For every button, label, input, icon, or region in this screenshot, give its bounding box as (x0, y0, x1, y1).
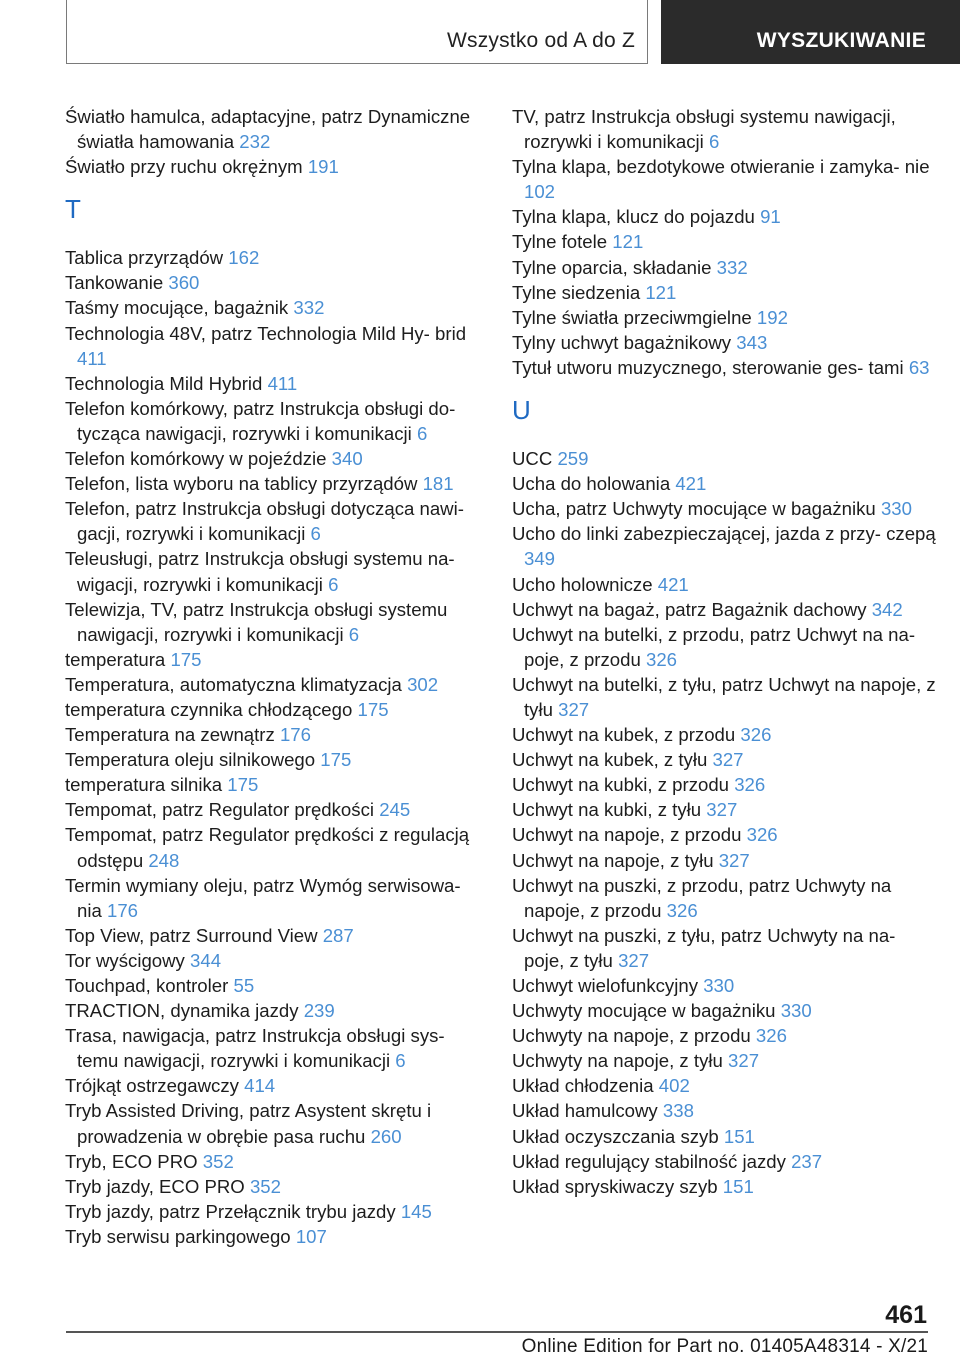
index-entry (512, 446, 936, 471)
page-link[interactable]: 176 (279, 724, 311, 746)
index-entry (512, 1174, 936, 1199)
page-link[interactable]: 327 (728, 1050, 760, 1072)
index-entry-text: Tylne fotele (512, 231, 608, 253)
index-entry (512, 572, 936, 597)
index-entry-text: Ucha do holowania (512, 473, 671, 495)
index-entry-text: temperatura czynnika chłodzącego (65, 698, 353, 720)
index-entry (512, 255, 936, 280)
page-link[interactable]: 55 (233, 975, 255, 996)
page-link[interactable]: 302 (407, 673, 439, 695)
index-entry (65, 154, 485, 179)
index-entry (65, 1023, 485, 1073)
index-entry-text: Taśmy mocujące, bagażnik (65, 297, 289, 319)
index-entry (512, 1023, 936, 1048)
index-entry (65, 1149, 485, 1174)
page-link[interactable]: 91 (760, 206, 781, 228)
index-entry-text: Uchwyt na kubek, z tyłu (512, 749, 708, 771)
index-entry-text: Tylne oparcia, składanie (512, 256, 712, 278)
index-entry-text: Tankowanie (65, 272, 164, 294)
index-entry (65, 973, 485, 998)
index-entry (65, 471, 485, 496)
page-link[interactable]: 332 (716, 256, 748, 278)
index-entry-text: Tylna klapa, klucz do pojazdu (512, 206, 755, 228)
index-entry (65, 697, 485, 722)
index-entry-text: Tempomat, patrz Regulator prędkości z regulacją odstępu (65, 824, 470, 871)
page-link[interactable]: 332 (293, 297, 325, 319)
page-link[interactable]: 327 (706, 799, 738, 821)
index-column-left (65, 104, 485, 1249)
index-entry (65, 270, 485, 295)
index-entry-text: Tytuł utworu muzycznego, sterowanie ges‐ tami (512, 356, 904, 378)
index-entry-text: Uchwyt na napoje, z tyłu (512, 849, 714, 871)
index-entry-text: Tryb jazdy, patrz Przełącznik trybu jazdy (65, 1200, 396, 1222)
page-link[interactable]: 6 (328, 573, 339, 595)
index-entry (512, 104, 936, 154)
page-link[interactable]: 181 (422, 473, 454, 495)
page-link[interactable]: 121 (612, 231, 644, 253)
page-link[interactable]: 330 (880, 498, 912, 520)
index-entry (512, 873, 936, 923)
page-link[interactable]: 6 (416, 422, 428, 444)
page-link[interactable]: 327 (712, 749, 744, 771)
page-link[interactable]: 326 (734, 774, 766, 796)
index-entry-text: Uchwyt na napoje, z przodu (512, 824, 742, 846)
page-link[interactable]: 342 (871, 598, 903, 620)
page-link[interactable]: 6 (708, 131, 720, 153)
page-link[interactable]: 340 (331, 448, 363, 470)
page-link[interactable]: 237 (791, 1150, 823, 1172)
page-link[interactable]: 411 (267, 372, 298, 394)
index-entry-text: Tylna klapa, bezdotykowe otwieranie i zamyka‐ nie (512, 156, 930, 178)
index-entry (65, 873, 485, 923)
index-entry (512, 747, 936, 772)
index-entry-text: Temperatura, automatyczna klimatyzacja (65, 673, 402, 695)
index-entry (65, 822, 485, 872)
page-link[interactable]: 414 (244, 1075, 276, 1097)
index-entry-text: Uchwyty mocujące w bagażniku (512, 1000, 776, 1022)
index-entry-text: Trójkąt ostrzegawczy (65, 1075, 239, 1097)
index-entry-text: Telefon, patrz Instrukcja obsługi dotycząca nawi‐ gacji, rozrywki i komunikacji (65, 498, 464, 545)
index-entry-text: Uchwyty na napoje, z tyłu (512, 1050, 723, 1072)
page-link[interactable]: 239 (303, 1000, 335, 1022)
index-entry (512, 330, 936, 355)
index-entry (512, 597, 936, 622)
index-entry-text: Telefon, lista wyboru na tablicy przyrządów (65, 473, 418, 495)
page-link[interactable]: 63 (908, 356, 930, 378)
section-letter: T (65, 194, 81, 225)
index-entry (512, 355, 936, 380)
page-link[interactable]: 327 (618, 949, 650, 971)
index-entry (65, 295, 485, 320)
index-entry (512, 305, 936, 330)
index-entry (512, 973, 936, 998)
index-entry-text: Uchwyt wielofunkcyjny (512, 975, 699, 996)
index-entry (65, 747, 485, 772)
index-entry-text: Ucha, patrz Uchwyty mocujące w bagażniku (512, 498, 876, 520)
index-entry (65, 245, 485, 270)
index-entry-text: Telefon komórkowy w pojeździe (65, 448, 327, 470)
index-entry (512, 1149, 936, 1174)
index-entry-text: temperatura silnika (65, 774, 223, 796)
index-entry (512, 280, 936, 305)
page-link[interactable]: 121 (645, 281, 677, 303)
page-link[interactable]: 287 (322, 924, 354, 946)
index-entry (512, 848, 936, 873)
page-link[interactable]: 176 (107, 899, 139, 921)
page-link[interactable]: 411 (77, 347, 107, 369)
index-entry-text: Tryb Assisted Driving, patrz Asystent skrętu i prowadzenia w obrębie pasa ruchu (65, 1100, 432, 1147)
index-entry (512, 998, 936, 1023)
index-entry (65, 496, 485, 546)
index-entry-text: Temperatura na zewnątrz (65, 724, 275, 746)
index-entry (512, 1098, 936, 1123)
index-entry (65, 772, 485, 797)
index-entry-text: Uchwyty na napoje, z przodu (512, 1025, 751, 1047)
index-entry-text: Układ chłodzenia (512, 1075, 654, 1097)
index-entry-text: Top View, patrz Surround View (65, 924, 318, 946)
page-link[interactable]: 162 (228, 247, 260, 269)
page-link[interactable]: 327 (558, 698, 590, 720)
index-entry (65, 597, 485, 647)
index-entry (512, 923, 936, 973)
index-entry (65, 1098, 485, 1148)
index-entry (65, 1073, 485, 1098)
index-entry-text: Tablica przyrządów (65, 247, 224, 269)
page-link[interactable]: 192 (756, 306, 788, 328)
page-link[interactable]: 6 (310, 523, 321, 545)
page-link[interactable]: 175 (357, 698, 389, 720)
index-entry (512, 1073, 936, 1098)
index-entry (65, 321, 485, 371)
index-entry-text: TRACTION, dynamika jazdy (65, 1000, 299, 1022)
page-link[interactable]: 327 (718, 849, 750, 871)
index-entry (65, 1199, 485, 1224)
page-link[interactable]: 343 (736, 331, 768, 353)
index-column-right (512, 104, 936, 1199)
index-entry-text: Układ hamulcowy (512, 1100, 658, 1122)
tab-all-a-to-z-label: Wszystko od A do Z (446, 29, 635, 52)
index-entry-text: Tempomat, patrz Regulator prędkości (65, 799, 375, 821)
page-link[interactable]: 326 (746, 824, 778, 846)
index-entry (512, 471, 936, 496)
index-entry (512, 204, 936, 229)
index-entry (65, 647, 485, 672)
index-entry (65, 722, 485, 747)
index-entry-text: Ucho do linki zabezpieczającej, jazda z przy‐ czepą (512, 523, 936, 545)
index-entry-text: Uchwyt na butelki, z tyłu, patrz Uchwyt na napoje, z tyłu (512, 673, 936, 720)
page-link[interactable]: 352 (202, 1150, 234, 1172)
index-entry-text: Układ regulujący stabilność jazdy (512, 1150, 786, 1172)
index-entry-text: Termin wymiany oleju, patrz Wymóg serwisowa‐ nia (65, 874, 461, 921)
index-entry-text: Uchwyt na puszki, z tyłu, patrz Uchwyty na na‐ poje, z tyłu (512, 924, 896, 971)
index-entry-text: Uchwyt na kubek, z przodu (512, 724, 736, 746)
index-entry-text: Tylne światła przeciwmgielne (512, 306, 752, 328)
tab-all-a-to-z[interactable] (66, 0, 648, 64)
index-entry-text: Tryb jazdy, ECO PRO (65, 1175, 245, 1197)
index-entry-text: Tryb serwisu parkingowego (65, 1225, 291, 1247)
index-entry-text: UCC (512, 448, 553, 470)
index-entry (512, 521, 936, 571)
index-entry (65, 396, 485, 446)
index-entry-text: Układ spryskiwaczy szyb (512, 1175, 718, 1197)
page-link[interactable]: 349 (524, 548, 556, 570)
tab-search-label: WYSZUKIWANIE (756, 29, 926, 52)
page-link[interactable]: 326 (666, 899, 698, 921)
index-entry-text: Technologia Mild Hybrid (65, 372, 263, 394)
index-entry-text: Telefon komórkowy, patrz Instrukcja obsługi do‐ tycząca nawigacji, rozrywki i komunikacji (65, 397, 456, 444)
page-link[interactable]: 421 (675, 473, 707, 495)
page-link[interactable]: 175 (320, 749, 352, 771)
index-entry-text: Trasa, nawigacja, patrz Instrukcja obsługi sys‐ temu nawigacji, rozrywki i komunikacji (65, 1025, 445, 1072)
index-entry-text: Światło hamulca, adaptacyjne, patrz Dynamiczne światła hamowania (65, 106, 471, 153)
index-entry (512, 672, 936, 722)
page-link[interactable]: 107 (295, 1225, 327, 1247)
index-entry-text: Ucho holownicze (512, 573, 653, 595)
page-link[interactable]: 259 (557, 448, 589, 470)
tab-search[interactable] (661, 0, 960, 64)
page-link[interactable]: 6 (348, 623, 360, 645)
page-link[interactable]: 175 (170, 648, 202, 670)
page-link[interactable]: 175 (227, 774, 259, 796)
index-entry (512, 1124, 936, 1149)
page-link[interactable]: 260 (370, 1125, 402, 1147)
index-entry (512, 496, 936, 521)
page-number: 461 (885, 1301, 927, 1329)
page-link[interactable]: 6 (395, 1050, 406, 1072)
index-entry (65, 1174, 485, 1199)
index-entry (65, 446, 485, 471)
index-entry-text: Uchwyt na kubki, z tyłu (512, 799, 702, 821)
index-entry (512, 154, 936, 204)
index-entry (65, 948, 485, 973)
index-entry-text: Temperatura oleju silnikowego (65, 749, 316, 771)
index-entry (65, 371, 485, 396)
index-entry-text: Układ oczyszczania szyb (512, 1125, 719, 1147)
page-link[interactable]: 245 (379, 799, 411, 821)
index-entry (512, 1048, 936, 1073)
page-link[interactable]: 232 (239, 131, 271, 153)
index-entry (65, 672, 485, 697)
page-link[interactable]: 326 (645, 648, 678, 670)
top-navigation (66, 0, 960, 64)
index-entry-text: Tryb, ECO PRO (65, 1150, 198, 1172)
page-link[interactable]: 102 (524, 181, 556, 203)
index-entry-text: Uchwyt na puszki, z przodu, patrz Uchwyty na napoje, z przodu (512, 874, 892, 921)
index-entry (512, 622, 936, 672)
index-entry (65, 104, 485, 154)
page-link[interactable]: 326 (755, 1025, 787, 1047)
index-entry-text: TV, patrz Instrukcja obsługi systemu nawigacji, rozrywki i komunikacji (512, 106, 896, 153)
page-link[interactable]: 151 (723, 1125, 755, 1147)
page-link[interactable]: 352 (249, 1175, 281, 1197)
index-entry-text: Uchwyt na kubki, z przodu (512, 774, 730, 796)
index-entry (65, 998, 485, 1023)
index-entry-text: Uchwyt na butelki, z przodu, patrz Uchwyt na na‐ poje, z przodu (512, 623, 916, 670)
page-link[interactable]: 402 (658, 1075, 690, 1097)
index-entry (512, 772, 936, 797)
index-entry-text: temperatura (65, 648, 166, 670)
index-entry-text: Tylny uchwyt bagażnikowy (512, 331, 732, 353)
page-link[interactable]: 360 (168, 272, 200, 294)
index-entry-text: Teleusługi, patrz Instrukcja obsługi systemu na‐ wigacji, rozrywki i komunikacji (65, 548, 455, 595)
page-link[interactable]: 248 (148, 849, 180, 871)
index-entry (512, 722, 936, 747)
section-letter: U (512, 395, 531, 426)
index-entry-text: Telewizja, TV, patrz Instrukcja obsługi systemu nawigacji, rozrywki i komunikacji (65, 598, 448, 645)
page-link[interactable]: 344 (190, 949, 222, 971)
page-link[interactable]: 326 (740, 724, 772, 746)
page-link[interactable]: 330 (780, 1000, 812, 1022)
index-entry-text: Światło przy ruchu okrężnym (65, 156, 303, 178)
page-link[interactable]: 330 (703, 975, 735, 996)
page-link[interactable]: 338 (662, 1100, 694, 1122)
index-entry (65, 1224, 485, 1249)
index-entry (512, 229, 936, 254)
page-link[interactable]: 191 (307, 156, 339, 178)
footer-divider (66, 1331, 928, 1333)
footer-edition: Online Edition for Part no. 01405A48314 - X/21 (521, 1336, 928, 1357)
index-entry (65, 546, 485, 596)
index-entry (65, 797, 485, 822)
index-entry-text: Tor wyścigowy (65, 949, 185, 971)
index-entry-text: Technologia 48V, patrz Technologia Mild Hy‐ brid (65, 322, 467, 344)
page-link[interactable]: 421 (657, 573, 689, 595)
page-link[interactable]: 151 (722, 1175, 754, 1197)
page-link[interactable]: 145 (400, 1200, 432, 1222)
index-entry (512, 822, 936, 847)
index-entry-text: Touchpad, kontroler (65, 975, 229, 996)
index-entry-text: Uchwyt na bagaż, patrz Bagażnik dachowy (512, 598, 867, 620)
index-entry-text: Tylne siedzenia (512, 281, 641, 303)
index-entry (65, 923, 485, 948)
index-entry (512, 797, 936, 822)
